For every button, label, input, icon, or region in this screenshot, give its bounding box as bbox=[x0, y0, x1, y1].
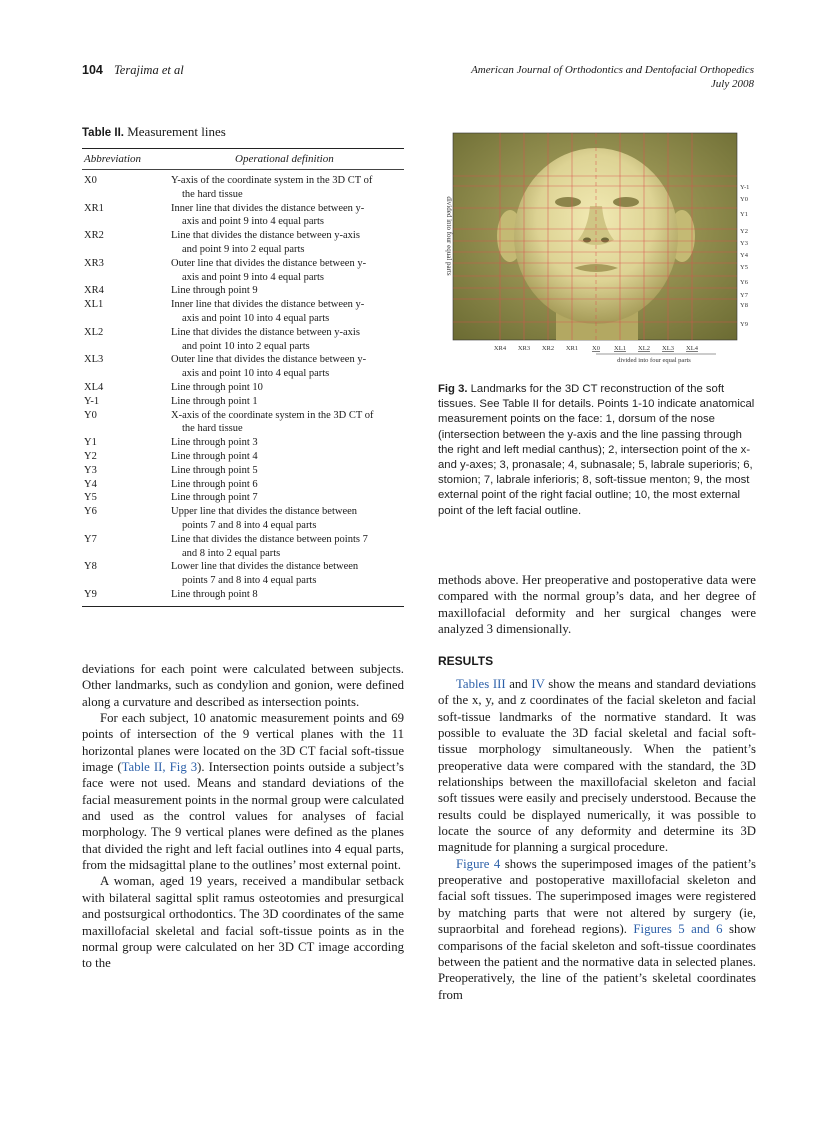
table-row bbox=[82, 436, 404, 450]
label-xr1: XR1 bbox=[565, 345, 579, 352]
column-header-abbreviation: Abbreviation bbox=[84, 153, 142, 165]
label-y3: Y3 bbox=[740, 240, 748, 247]
table-row bbox=[82, 326, 404, 354]
figure-label: Fig 3. bbox=[438, 383, 468, 395]
definition-line: Inner line that divides the distance between y- bbox=[171, 202, 365, 214]
row-abbreviation: Y7 bbox=[84, 533, 97, 545]
definition-line: Line through point 3 bbox=[171, 437, 258, 449]
label-y0: Y0 bbox=[740, 196, 748, 203]
row-abbreviation: XL4 bbox=[84, 381, 104, 393]
label-xr4: XR4 bbox=[493, 345, 507, 352]
right-eye bbox=[555, 197, 581, 207]
label-xl2: XL2 bbox=[638, 345, 650, 352]
journal-date: July 2008 bbox=[710, 78, 754, 90]
row-abbreviation: Y4 bbox=[84, 478, 97, 490]
definition-line: the hard tissue bbox=[182, 188, 243, 200]
label-xr2: XR2 bbox=[541, 345, 555, 352]
row-definition bbox=[171, 505, 404, 533]
definition-line: Outer line that divides the distance between y- bbox=[171, 257, 367, 269]
row-definition bbox=[171, 436, 404, 450]
table-bottom-rule bbox=[82, 606, 404, 607]
row-abbreviation: X0 bbox=[84, 175, 97, 186]
row-abbreviation: XL2 bbox=[84, 326, 104, 338]
table-row bbox=[82, 464, 404, 478]
table-row bbox=[82, 229, 404, 257]
table-header-row bbox=[82, 149, 404, 169]
row-definition bbox=[171, 174, 404, 202]
figure-caption-text: Landmarks for the 3D CT reconstruction of the soft tissues. See Table II for details. Points 1-10 indicate anatomical measurement points on the face: 1, dorsum of the nose (intersection between the y-axis and the line passing through the right and left medial canthus); 2, intersection point of the x- and y-axes; 3, pronasale; 4, subnasale; 5, labrale superioris; 6, stomion; 7, labrale inferioris; 8, soft-tissue menton; 9, the most external point of the right facial outline; 10, the most external point of the left facial outline. bbox=[438, 383, 755, 517]
paragraph bbox=[438, 676, 756, 856]
definition-line: Line that divides the distance between y-axis bbox=[171, 326, 360, 338]
definition-line: Upper line that divides the distance between bbox=[171, 506, 358, 518]
definition-line: Inner line that divides the distance between y- bbox=[171, 299, 365, 311]
definition-line: Line through point 9 bbox=[171, 285, 258, 297]
row-definition bbox=[171, 491, 404, 505]
row-abbreviation: XL1 bbox=[84, 299, 104, 311]
definition-line: points 7 and 8 into 4 equal parts bbox=[182, 519, 317, 531]
table-row bbox=[82, 533, 404, 561]
label-y8: Y8 bbox=[740, 302, 748, 309]
row-abbreviation: Y8 bbox=[84, 561, 97, 573]
table-title: Measurement lines bbox=[127, 124, 226, 139]
definition-line: Y-axis of the coordinate system in the 3D CT of bbox=[171, 175, 373, 186]
table-row bbox=[82, 409, 404, 437]
side-note: divided into four equal parts bbox=[445, 196, 453, 276]
table-row bbox=[82, 353, 404, 381]
figure-4-reference-link[interactable]: Figure 4 bbox=[456, 856, 501, 871]
row-abbreviation: XL3 bbox=[84, 354, 104, 366]
text-run: shows the superimposed images of the patient’s preoperative and postoperative maxillofacial skeleton and facial soft tissues. The superimposed images were registered by matching parts that were not altered by surgery (ie, supraorbital and forehead regions). bbox=[438, 856, 756, 937]
text-run: and bbox=[505, 677, 532, 691]
table-row bbox=[82, 491, 404, 505]
definition-line: and point 9 into 2 equal parts bbox=[182, 243, 305, 255]
definition-line: Line that divides the distance between y-axis bbox=[171, 230, 360, 242]
measurement-lines-table bbox=[82, 124, 404, 607]
row-definition bbox=[171, 326, 404, 354]
left-eye bbox=[613, 197, 639, 207]
running-author: Terajima et al bbox=[114, 63, 184, 77]
label-y4: Y4 bbox=[740, 252, 748, 259]
bottom-axis-labels bbox=[494, 345, 699, 352]
table-row bbox=[82, 450, 404, 464]
paragraph: A woman, aged 19 years, received a mandibular setback with bilateral sagittal split ramus osteotomies and presurgical and postsurgical orthodontics. The 3D coordinates of the same maxillofacial skeletal and facial soft-tissue points as in the normal group were calculated on her 3D CT image according to the bbox=[82, 874, 404, 971]
table-row bbox=[82, 284, 404, 298]
label-y-1: Y-1 bbox=[740, 184, 750, 191]
definition-line: Line through point 7 bbox=[171, 492, 258, 504]
right-axis-labels bbox=[740, 184, 749, 328]
column-header-definition: Operational definition bbox=[235, 153, 334, 165]
text-run: For each subject, 10 anatomic measurement points and 69 points of intersection of the 9 vertical planes with the 11 horizontal planes were located on the 3D CT facial soft-tissue image ( bbox=[82, 711, 404, 775]
label-y2: Y2 bbox=[740, 228, 748, 235]
results-heading: RESULTS bbox=[438, 654, 494, 668]
table-3-reference-link[interactable]: Tables III bbox=[456, 677, 506, 691]
definition-line: and point 10 into 2 equal parts bbox=[182, 340, 310, 352]
row-definition bbox=[171, 284, 404, 298]
definition-line: X-axis of the coordinate system in the 3D CT of bbox=[171, 409, 374, 421]
definition-line: axis and point 10 into 4 equal parts bbox=[182, 312, 330, 324]
row-abbreviation: Y2 bbox=[84, 450, 97, 462]
row-abbreviation: Y-1 bbox=[84, 395, 100, 407]
figure-3-caption bbox=[438, 382, 756, 519]
table-row bbox=[82, 298, 404, 326]
label-xr3: XR3 bbox=[517, 345, 531, 352]
left-column-text bbox=[82, 661, 404, 972]
table-row bbox=[82, 174, 404, 202]
definition-line: Line through point 8 bbox=[171, 588, 258, 600]
definition-line: Line that divides the distance between points 7 bbox=[171, 533, 368, 545]
right-column-top-text bbox=[438, 572, 756, 637]
label-x0: X0 bbox=[592, 345, 600, 352]
text-run: show the means and standard deviations of the x, y, and z coordinates of the facial skeleton and facial soft-tissue landmarks of the normative standard. It was possible to evaluate the 3D facial skeletal and facial soft-tissue morphology simultaneously. When the patient’s preoperative data were compared with the standard, the 3D relationships between the maxillofacial skeleton and facial soft tissues were easily and precisely understood. Because the results could be displayed numerically, it was possible to locate the source of any deformity and determine its 3D magnitude for planning a surgical procedure. bbox=[438, 677, 756, 855]
running-header bbox=[82, 63, 754, 95]
row-abbreviation: XR2 bbox=[84, 230, 104, 242]
row-abbreviation: Y3 bbox=[84, 464, 97, 476]
row-definition bbox=[171, 298, 404, 326]
label-y9: Y9 bbox=[740, 321, 748, 328]
table-row bbox=[82, 588, 404, 602]
row-definition bbox=[171, 464, 404, 478]
row-definition bbox=[171, 533, 404, 561]
definition-line: Line through point 4 bbox=[171, 450, 258, 462]
paragraph: deviations for each point were calculated between subjects. Other landmarks, such as condylion and gonion, were defined along a curvature and described as intersection points. bbox=[82, 662, 404, 709]
text-run: show comparisons of the facial skeleton and soft-tissue coordinates between the patient and the normative data in selected planes. Preoperatively, the line of the patient’s skeletal coordinates from bbox=[438, 922, 757, 1002]
table-row bbox=[82, 257, 404, 285]
face-grid-image bbox=[438, 124, 756, 370]
paragraph: methods above. Her preoperative and postoperative data were compared with the normal group’s data, and her degree of maxillofacial deformity and her surgical changes were analyzed 3 dimensionally. bbox=[438, 573, 756, 637]
definition-line: Line through point 6 bbox=[171, 478, 258, 490]
definition-line: Lower line that divides the distance between bbox=[171, 561, 359, 573]
figures-5-6-reference-link[interactable]: Figures 5 and 6 bbox=[633, 922, 723, 937]
table-row bbox=[82, 395, 404, 409]
definition-line: points 7 and 8 into 4 equal parts bbox=[182, 575, 317, 587]
definition-line: Outer line that divides the distance between y- bbox=[171, 354, 367, 366]
bottom-note: divided into four equal parts bbox=[617, 357, 691, 364]
label-y7: Y7 bbox=[740, 292, 748, 299]
right-column-results-text bbox=[438, 676, 756, 1003]
row-definition bbox=[171, 560, 404, 588]
text-run: ). Intersection points outside a subject’s face were not used. Means and standard deviations of the facial measurement points in the normal group were calculated and used as the control values for analyses of facial morphology. The 9 vertical planes were defined as the planes that divided the right and left facial outlines into 4 equal parts, from the midsagittal plane to the outlines’ most external point. bbox=[82, 760, 405, 873]
row-definition bbox=[171, 202, 404, 230]
row-abbreviation: Y9 bbox=[84, 588, 97, 600]
table-figure-reference-link[interactable]: Table II, Fig 3 bbox=[121, 760, 198, 775]
definition-line: axis and point 9 into 4 equal parts bbox=[182, 216, 325, 228]
row-definition bbox=[171, 353, 404, 381]
definition-line: Line through point 10 bbox=[171, 381, 263, 393]
label-y5: Y5 bbox=[740, 264, 748, 271]
table-row bbox=[82, 505, 404, 533]
label-xl4: XL4 bbox=[686, 345, 698, 352]
label-y6: Y6 bbox=[740, 279, 748, 286]
row-abbreviation: Y6 bbox=[84, 506, 97, 518]
definition-line: and 8 into 2 equal parts bbox=[182, 547, 281, 559]
row-abbreviation: Y5 bbox=[84, 492, 97, 504]
figure-3-face-grid bbox=[438, 124, 756, 370]
row-definition bbox=[171, 478, 404, 492]
definition-line: the hard tissue bbox=[182, 423, 243, 435]
table-caption bbox=[82, 124, 404, 140]
definition-line: Line through point 1 bbox=[171, 395, 258, 407]
row-abbreviation: XR4 bbox=[84, 285, 104, 297]
journal-title bbox=[471, 63, 754, 91]
definition-line: Line through point 5 bbox=[171, 464, 258, 476]
row-definition bbox=[171, 588, 404, 602]
journal-name: American Journal of Orthodontics and Dentofacial Orthopedics bbox=[471, 64, 754, 76]
row-abbreviation: XR1 bbox=[84, 202, 104, 214]
table-body bbox=[82, 170, 404, 606]
page-number: 104 bbox=[82, 63, 103, 77]
table-label: Table II. bbox=[82, 127, 124, 139]
row-definition bbox=[171, 229, 404, 257]
label-xl3: XL3 bbox=[662, 345, 674, 352]
row-definition bbox=[171, 381, 404, 395]
row-definition bbox=[171, 450, 404, 464]
table-4-reference-link[interactable]: IV bbox=[531, 677, 545, 691]
table-row bbox=[82, 560, 404, 588]
row-abbreviation: XR3 bbox=[84, 257, 104, 269]
table-row bbox=[82, 381, 404, 395]
label-y1: Y1 bbox=[740, 211, 748, 218]
paragraph bbox=[438, 856, 756, 1003]
table-row bbox=[82, 478, 404, 492]
definition-line: axis and point 9 into 4 equal parts bbox=[182, 271, 325, 283]
paragraph bbox=[82, 710, 404, 873]
row-definition bbox=[171, 395, 404, 409]
table-row bbox=[82, 202, 404, 230]
label-xl1: XL1 bbox=[614, 345, 626, 352]
row-abbreviation: Y0 bbox=[84, 409, 97, 421]
definition-line: axis and point 10 into 4 equal parts bbox=[182, 368, 330, 380]
row-definition bbox=[171, 257, 404, 285]
row-definition bbox=[171, 409, 404, 437]
row-abbreviation: Y1 bbox=[84, 437, 97, 449]
